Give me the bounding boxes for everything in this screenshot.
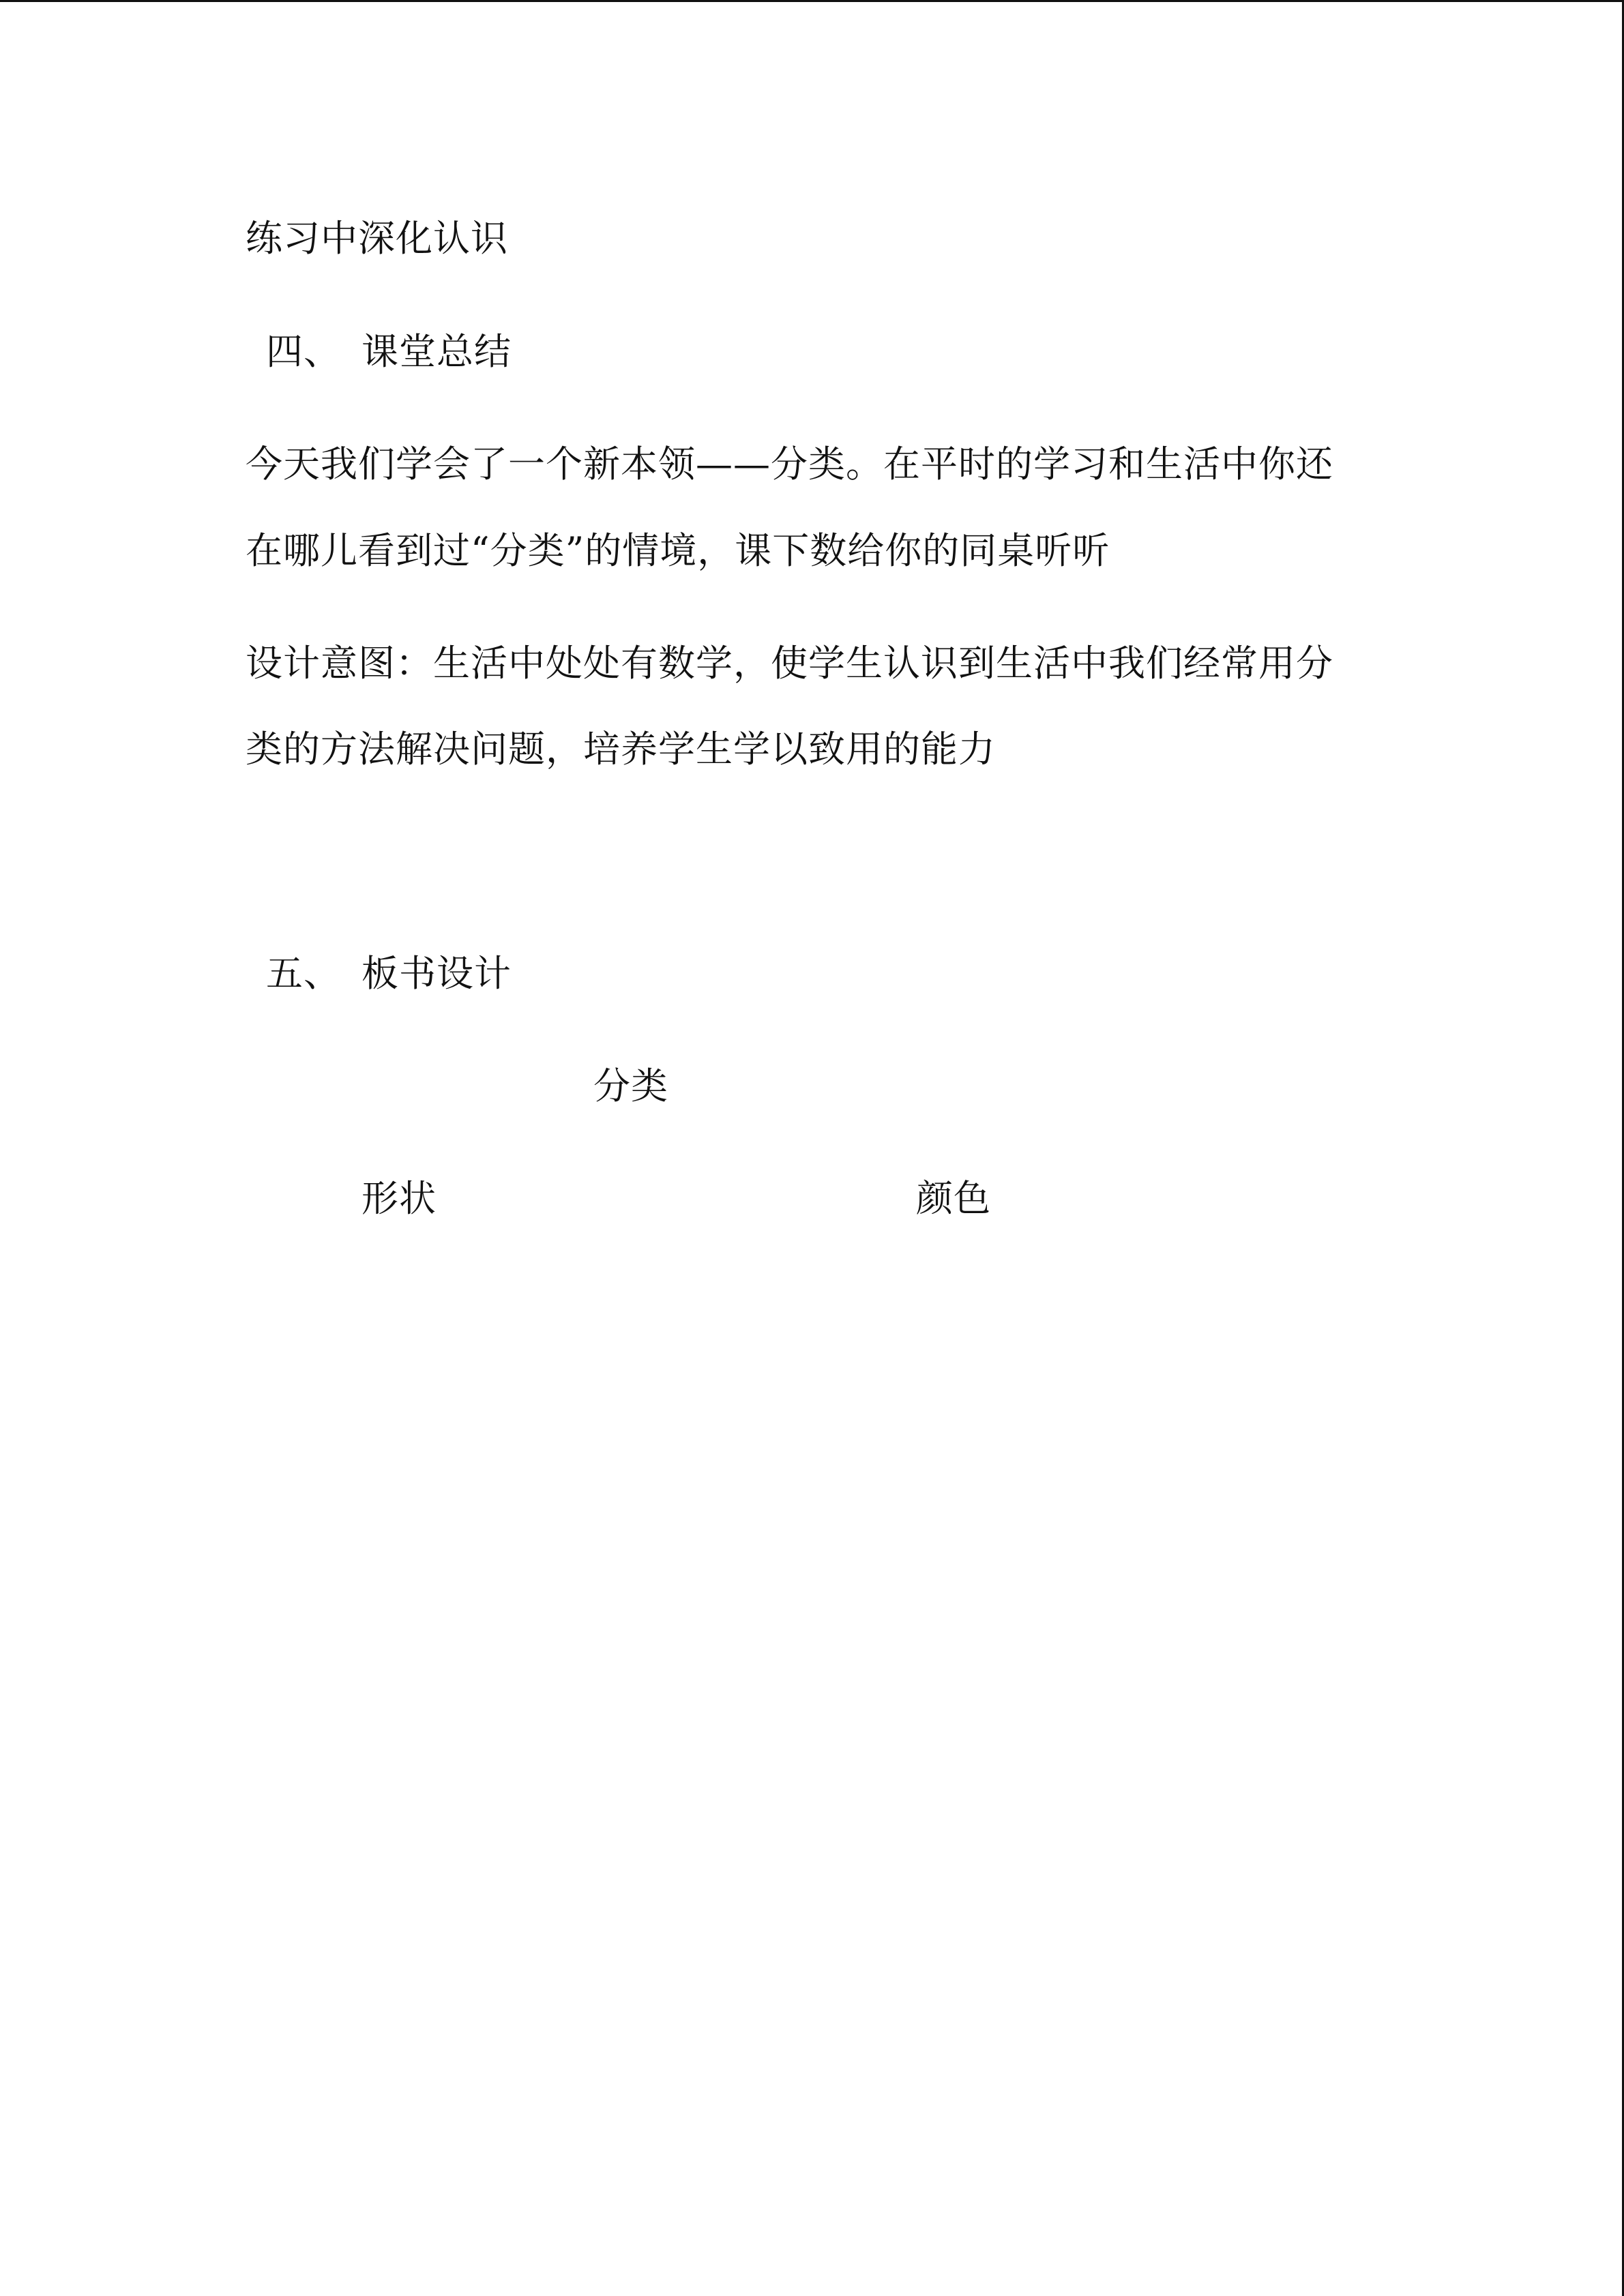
section-heading-summary bbox=[266, 331, 512, 372]
board-right-label: 颜色 bbox=[916, 1177, 991, 1220]
section-heading-board-design bbox=[266, 953, 512, 994]
section-title: 课堂总结 bbox=[361, 330, 512, 373]
board-top-label: 分类 bbox=[593, 1064, 668, 1107]
section-number: 五、 bbox=[266, 952, 341, 995]
design-intent-line-2: 类的方法解决问题，培养学生学以致用的能力 bbox=[246, 728, 996, 771]
text-line-practice: 练习中深化认识 bbox=[246, 217, 508, 260]
section-title: 板书设计 bbox=[361, 952, 512, 995]
section-number: 四、 bbox=[266, 330, 341, 373]
summary-line-2: 在哪儿看到过“分类”的情境，课下数给你的同桌听听 bbox=[246, 529, 1110, 572]
board-left-label: 形状 bbox=[361, 1177, 437, 1220]
summary-line-1: 今天我们学会了一个新本领——分类。在平时的学习和生活中你还 bbox=[246, 443, 1333, 486]
design-intent-line-1: 设计意图：生活中处处有数学，使学生认识到生活中我们经常用分 bbox=[246, 642, 1333, 685]
